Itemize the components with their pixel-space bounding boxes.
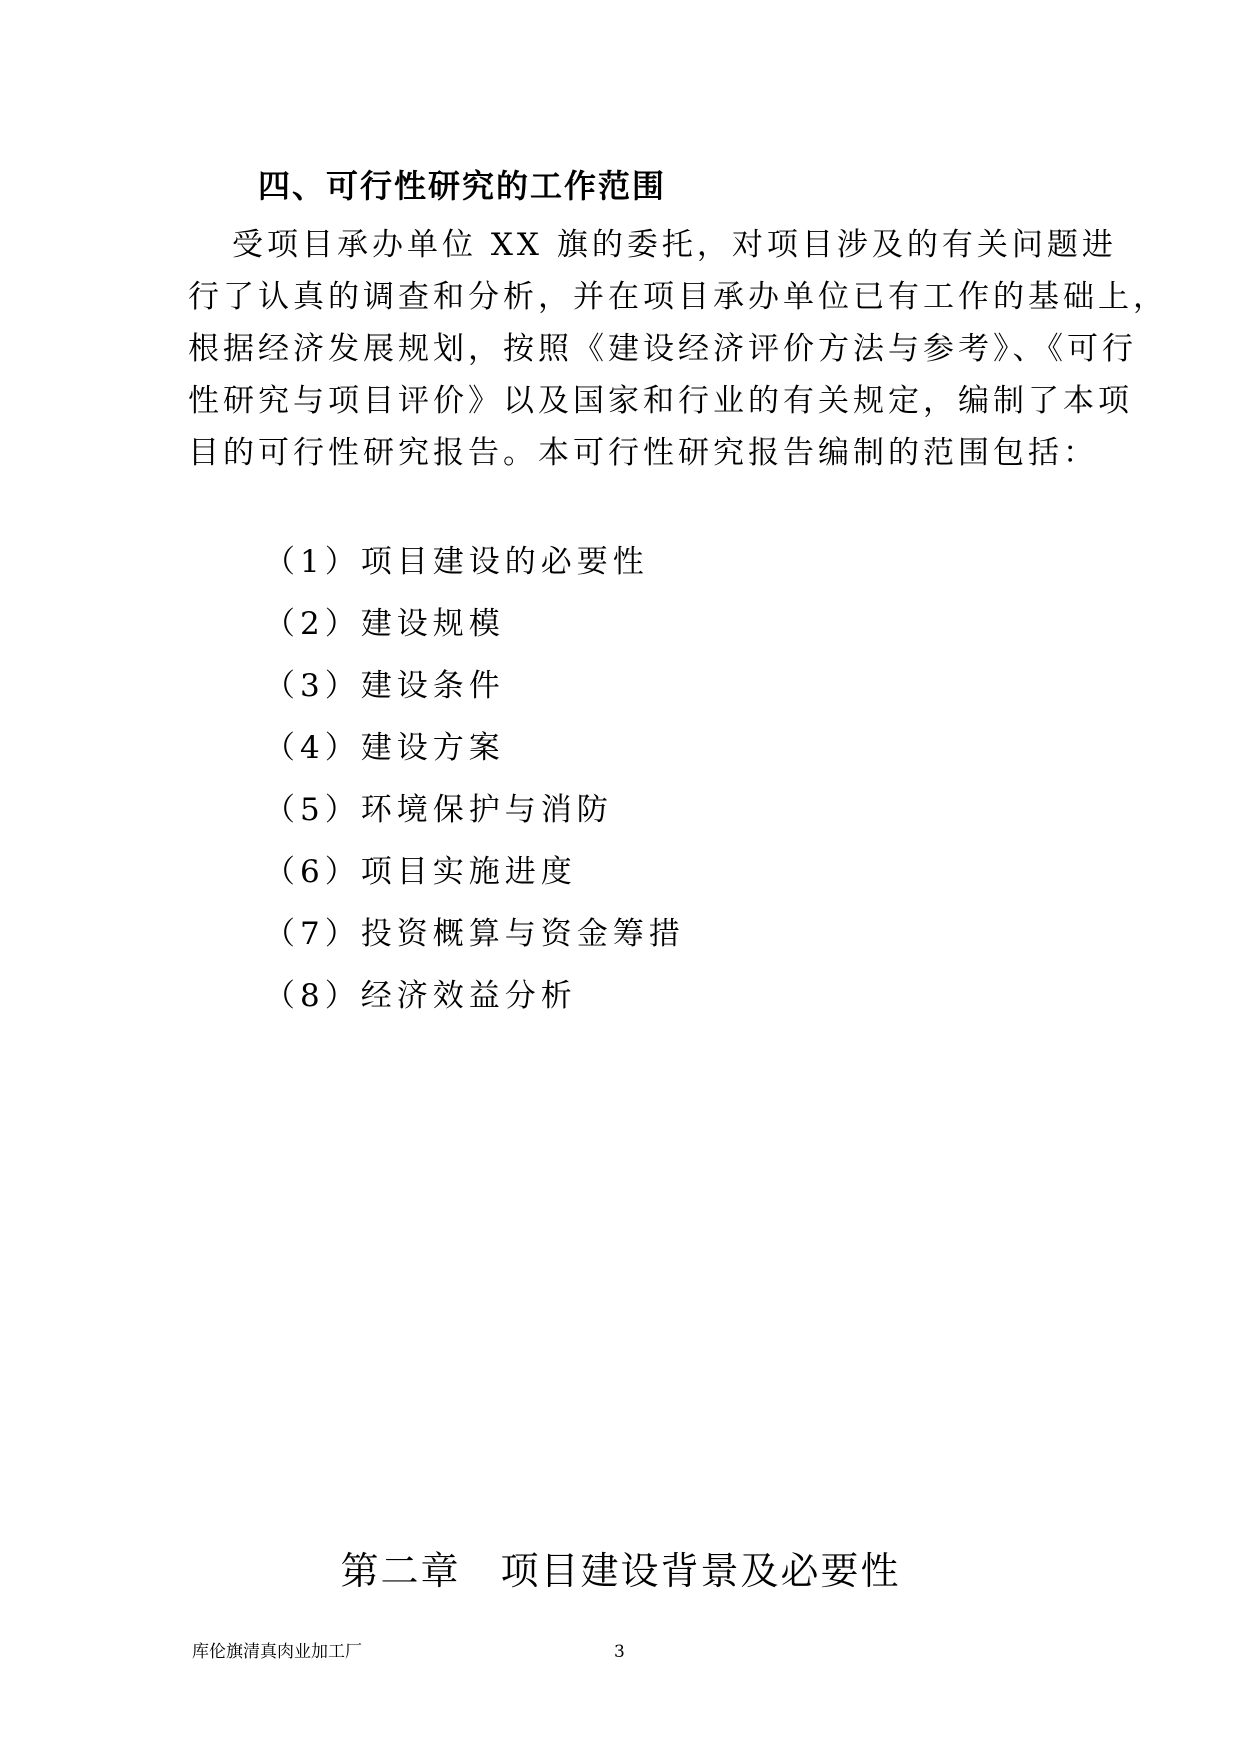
list-item: （1）项目建设的必要性 [264,544,649,580]
list-item: （3）建设条件 [264,668,505,704]
list-item: （8）经济效益分析 [264,978,577,1014]
paragraph-line: 性研究与项目评价》以及国家和行业的有关规定，编制了本项 [188,383,1133,419]
paragraph-line: 受项目承办单位 XX 旗的委托，对项目涉及的有关问题进 [232,227,1117,263]
footer-company: 库伦旗清真肉业加工厂 [192,1642,362,1662]
list-item: （2）建设规模 [264,606,505,642]
page-number: 3 [614,1642,625,1662]
list-item: （6）项目实施进度 [264,854,577,890]
list-item: （5）环境保护与消防 [264,792,613,828]
list-item: （4）建设方案 [264,730,505,766]
paragraph-line: 行了认真的调查和分析，并在项目承办单位已有工作的基础上， [188,279,1168,315]
list-item: （7）投资概算与资金筹措 [264,916,685,952]
page-footer [0,1640,1241,1664]
section-heading: 四、可行性研究的工作范围 [258,167,667,205]
paragraph-line: 根据经济发展规划，按照《建设经济评价方法与参考》、《可行 [188,331,1137,367]
paragraph-line: 目的可行性研究报告。本可行性研究报告编制的范围包括： [188,435,1098,471]
chapter-title: 第二章 项目建设背景及必要性 [340,1549,901,1593]
